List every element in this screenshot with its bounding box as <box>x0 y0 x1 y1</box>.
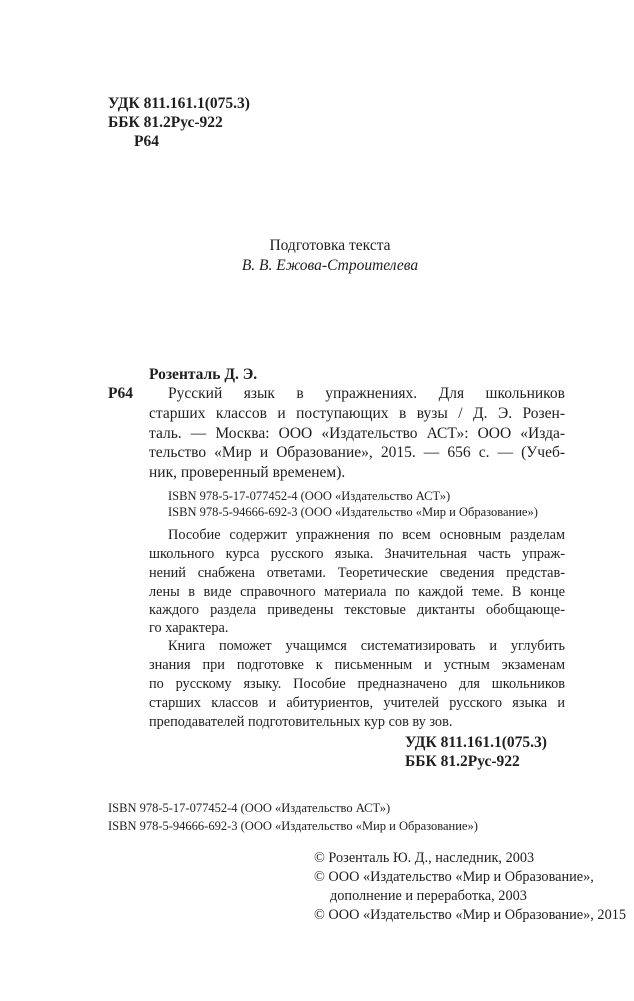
description-line: ник, проверенный временем). <box>149 464 346 481</box>
abstract-line: нений снабжена ответами. Теоретические сведения представ- <box>149 565 565 581</box>
abstract-line: знания при подготовке к письменным и устным экзаменам <box>149 657 565 673</box>
copyright-line: © Розенталь Ю. Д., наследник, 2003 <box>314 850 535 866</box>
isbn-line: ISBN 978-5-94666-692-3 (ООО «Издательство «Мир и Образование») <box>168 505 538 519</box>
abstract-line: го характера. <box>149 620 229 636</box>
udk-code: УДК 811.161.1(075.3) <box>108 95 250 112</box>
description-line: Русский язык в упражнениях. Для школьников <box>168 385 565 402</box>
bbk-code: ББК 81.2Рус-922 <box>108 114 223 131</box>
isbn-line: ISBN 978-5-17-077452-4 (ООО «Издательство АСТ») <box>108 801 391 815</box>
abstract-line: Книга поможет учащимся систематизировать и углубить <box>168 638 565 654</box>
abstract-line: старших классов и абитуриентов, учителей русского языка и <box>149 695 565 711</box>
catalog-bbk: ББК 81.2Рус-922 <box>405 753 520 770</box>
catalog-mark: Р64 <box>108 385 133 402</box>
description-line: тельство «Мир и Образование», 2015. — 656 с. — (Учеб- <box>149 444 565 461</box>
abstract-line: преподавателей подготовительных кур сов ву зов. <box>149 714 453 730</box>
description-line: старших классов и поступающих в вузы / Д. Э. Розен- <box>149 405 565 422</box>
preparation-name: В. В. Ежова-Строителева <box>241 257 419 274</box>
abstract-line: каждого раздела приведены текстовые диктанты обобщающе- <box>149 602 565 618</box>
abstract-line: школьного курса русского языка. Значительная часть упраж- <box>149 546 565 562</box>
copyright-line: дополнение и переработка, 2003 <box>330 888 527 904</box>
copyright-line: © ООО «Издательство «Мир и Образование», <box>314 869 594 885</box>
isbn-line: ISBN 978-5-17-077452-4 (ООО «Издательство АСТ») <box>168 489 451 503</box>
abstract-line: Пособие содержит упражнения по всем основным разделам <box>168 527 565 543</box>
preparation-label: Подготовка текста <box>269 237 391 254</box>
abstract-line: по русскому языку. Пособие предназначено для школьников <box>149 676 565 692</box>
isbn-line: ISBN 978-5-94666-692-3 (ООО «Издательство «Мир и Образование») <box>108 819 478 833</box>
abstract-line: лены в виде справочного материала по каждой теме. В конце <box>149 584 565 600</box>
copyright-line: © ООО «Издательство «Мир и Образование», 2015 <box>314 907 627 923</box>
description-line: таль. — Москва: ООО «Издательство АСТ»: ООО «Изда- <box>149 425 565 442</box>
catalog-udk: УДК 811.161.1(075.3) <box>405 734 547 751</box>
author-mark: Р64 <box>134 133 159 150</box>
catalog-author: Розенталь Д. Э. <box>149 366 258 383</box>
